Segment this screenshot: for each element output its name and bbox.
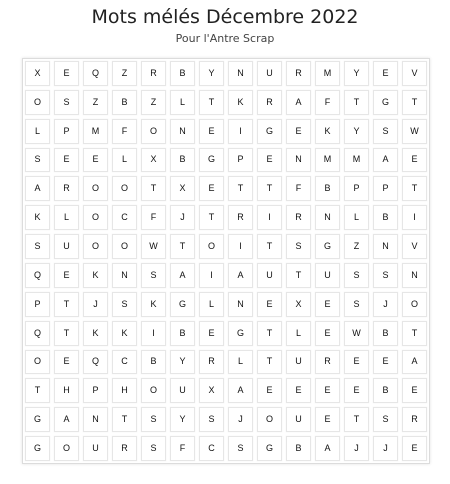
letter-cell[interactable]: R bbox=[257, 90, 282, 115]
letter-cell[interactable]: A bbox=[373, 148, 398, 173]
letter-cell[interactable]: S bbox=[25, 148, 50, 173]
letter-cell[interactable]: C bbox=[199, 436, 224, 461]
letter-cell[interactable]: O bbox=[83, 176, 108, 201]
letter-cell[interactable]: U bbox=[170, 378, 195, 403]
letter-cell[interactable]: U bbox=[257, 263, 282, 288]
letter-cell[interactable]: Q bbox=[25, 321, 50, 346]
letter-cell[interactable]: K bbox=[83, 321, 108, 346]
letter-cell[interactable]: M bbox=[83, 119, 108, 144]
letter-cell[interactable]: P bbox=[54, 119, 79, 144]
letter-cell[interactable]: R bbox=[112, 436, 137, 461]
letter-cell[interactable]: B bbox=[315, 176, 340, 201]
letter-cell[interactable]: T bbox=[54, 321, 79, 346]
letter-cell[interactable]: T bbox=[402, 176, 427, 201]
letter-cell[interactable]: I bbox=[402, 205, 427, 230]
letter-cell[interactable]: Q bbox=[25, 263, 50, 288]
letter-cell[interactable]: W bbox=[141, 234, 166, 259]
letter-cell[interactable]: T bbox=[170, 234, 195, 259]
letter-cell[interactable]: K bbox=[315, 119, 340, 144]
letter-cell[interactable]: T bbox=[112, 407, 137, 432]
letter-cell[interactable]: U bbox=[286, 350, 311, 375]
letter-cell[interactable]: A bbox=[54, 407, 79, 432]
letter-cell[interactable]: S bbox=[344, 292, 369, 317]
letter-cell[interactable]: G bbox=[170, 292, 195, 317]
letter-cell[interactable]: L bbox=[199, 292, 224, 317]
letter-cell[interactable]: I bbox=[228, 234, 253, 259]
letter-cell[interactable]: S bbox=[112, 292, 137, 317]
letter-cell[interactable]: Y bbox=[344, 61, 369, 86]
letter-cell[interactable]: T bbox=[54, 292, 79, 317]
letter-cell[interactable]: O bbox=[83, 234, 108, 259]
letter-cell[interactable]: O bbox=[25, 350, 50, 375]
letter-cell[interactable]: F bbox=[141, 205, 166, 230]
letter-cell[interactable]: W bbox=[402, 119, 427, 144]
letter-cell[interactable]: T bbox=[257, 234, 282, 259]
letter-cell[interactable]: O bbox=[141, 119, 166, 144]
letter-cell[interactable]: C bbox=[112, 350, 137, 375]
letter-cell[interactable]: O bbox=[402, 292, 427, 317]
letter-cell[interactable]: R bbox=[286, 61, 311, 86]
letter-cell[interactable]: G bbox=[228, 321, 253, 346]
letter-cell[interactable]: E bbox=[402, 378, 427, 403]
letter-cell[interactable]: N bbox=[315, 205, 340, 230]
letter-cell[interactable]: Q bbox=[83, 61, 108, 86]
letter-cell[interactable]: U bbox=[315, 263, 340, 288]
letter-cell[interactable]: T bbox=[402, 321, 427, 346]
letter-cell[interactable]: E bbox=[373, 61, 398, 86]
letter-cell[interactable]: S bbox=[141, 436, 166, 461]
letter-cell[interactable]: N bbox=[373, 234, 398, 259]
letter-cell[interactable]: N bbox=[112, 263, 137, 288]
letter-cell[interactable]: P bbox=[83, 378, 108, 403]
letter-cell[interactable]: I bbox=[257, 205, 282, 230]
letter-cell[interactable]: U bbox=[54, 234, 79, 259]
letter-cell[interactable]: E bbox=[402, 436, 427, 461]
letter-cell[interactable]: L bbox=[54, 205, 79, 230]
letter-cell[interactable]: S bbox=[199, 407, 224, 432]
letter-cell[interactable]: O bbox=[257, 407, 282, 432]
letter-cell[interactable]: X bbox=[199, 378, 224, 403]
letter-cell[interactable]: Q bbox=[83, 350, 108, 375]
letter-cell[interactable]: E bbox=[257, 378, 282, 403]
letter-cell[interactable]: B bbox=[112, 90, 137, 115]
letter-cell[interactable]: F bbox=[286, 176, 311, 201]
letter-cell[interactable]: K bbox=[83, 263, 108, 288]
letter-cell[interactable]: I bbox=[141, 321, 166, 346]
letter-cell[interactable]: S bbox=[25, 234, 50, 259]
letter-cell[interactable]: N bbox=[286, 148, 311, 173]
letter-cell[interactable]: I bbox=[199, 263, 224, 288]
letter-cell[interactable]: T bbox=[25, 378, 50, 403]
letter-cell[interactable]: A bbox=[170, 263, 195, 288]
letter-cell[interactable]: R bbox=[199, 350, 224, 375]
letter-cell[interactable]: K bbox=[228, 90, 253, 115]
letter-cell[interactable]: R bbox=[141, 61, 166, 86]
page-subtitle: Pour l'Antre Scrap bbox=[175, 32, 275, 45]
letter-cell[interactable]: Z bbox=[344, 234, 369, 259]
letter-cell[interactable]: N bbox=[83, 407, 108, 432]
letter-cell[interactable]: P bbox=[344, 176, 369, 201]
letter-cell[interactable]: N bbox=[170, 119, 195, 144]
letter-cell[interactable]: S bbox=[373, 407, 398, 432]
letter-cell[interactable]: J bbox=[83, 292, 108, 317]
letter-cell[interactable]: N bbox=[228, 292, 253, 317]
letter-cell[interactable]: E bbox=[54, 61, 79, 86]
letter-cell[interactable]: E bbox=[199, 119, 224, 144]
letter-cell[interactable]: X bbox=[141, 148, 166, 173]
letter-cell[interactable]: F bbox=[170, 436, 195, 461]
letter-cell[interactable]: Z bbox=[83, 90, 108, 115]
letter-cell[interactable]: P bbox=[228, 148, 253, 173]
letter-cell[interactable]: E bbox=[54, 350, 79, 375]
letter-cell[interactable]: P bbox=[373, 176, 398, 201]
letter-cell[interactable]: Y bbox=[170, 407, 195, 432]
letter-cell[interactable]: A bbox=[228, 378, 253, 403]
letter-cell[interactable]: V bbox=[402, 234, 427, 259]
letter-cell[interactable]: O bbox=[112, 234, 137, 259]
letter-cell[interactable]: K bbox=[112, 321, 137, 346]
letter-cell[interactable]: A bbox=[402, 350, 427, 375]
letter-cell[interactable]: G bbox=[257, 436, 282, 461]
letter-cell[interactable]: E bbox=[286, 378, 311, 403]
letter-cell[interactable]: S bbox=[54, 90, 79, 115]
letter-cell[interactable]: O bbox=[25, 90, 50, 115]
letter-cell[interactable]: C bbox=[112, 205, 137, 230]
letter-cell[interactable]: T bbox=[344, 90, 369, 115]
letter-cell[interactable]: L bbox=[170, 90, 195, 115]
letter-cell[interactable]: X bbox=[170, 176, 195, 201]
letter-cell[interactable]: E bbox=[344, 378, 369, 403]
letter-cell[interactable]: K bbox=[141, 292, 166, 317]
letter-cell[interactable]: Y bbox=[344, 119, 369, 144]
letter-cell[interactable]: E bbox=[199, 321, 224, 346]
letter-cell[interactable]: E bbox=[315, 321, 340, 346]
letter-cell[interactable]: B bbox=[170, 321, 195, 346]
letter-cell[interactable]: L bbox=[25, 119, 50, 144]
letter-cell[interactable]: E bbox=[373, 350, 398, 375]
letter-cell[interactable]: G bbox=[373, 90, 398, 115]
letter-cell[interactable]: A bbox=[286, 90, 311, 115]
letter-cell[interactable]: L bbox=[286, 321, 311, 346]
letter-cell[interactable]: L bbox=[112, 148, 137, 173]
letter-cell[interactable]: O bbox=[141, 378, 166, 403]
letter-cell[interactable]: U bbox=[83, 436, 108, 461]
letter-cell[interactable]: E bbox=[83, 148, 108, 173]
letter-cell[interactable]: B bbox=[373, 321, 398, 346]
letter-cell[interactable]: T bbox=[199, 205, 224, 230]
letter-cell[interactable]: E bbox=[54, 263, 79, 288]
letter-cell[interactable]: E bbox=[257, 292, 282, 317]
letter-cell[interactable]: G bbox=[25, 436, 50, 461]
letter-cell[interactable]: E bbox=[54, 148, 79, 173]
letter-cell[interactable]: L bbox=[344, 205, 369, 230]
letter-cell[interactable]: T bbox=[286, 263, 311, 288]
letter-cell[interactable]: M bbox=[315, 61, 340, 86]
letter-cell[interactable]: O bbox=[112, 176, 137, 201]
letter-cell[interactable]: H bbox=[54, 378, 79, 403]
letter-cell[interactable]: G bbox=[25, 407, 50, 432]
letter-cell[interactable]: F bbox=[315, 90, 340, 115]
letter-cell[interactable]: J bbox=[228, 407, 253, 432]
word-search-board bbox=[22, 58, 430, 464]
letter-cell[interactable]: G bbox=[315, 234, 340, 259]
letter-cell[interactable]: R bbox=[54, 176, 79, 201]
letter-cell[interactable]: P bbox=[25, 292, 50, 317]
letter-cell[interactable]: T bbox=[228, 176, 253, 201]
letter-cell[interactable]: H bbox=[112, 378, 137, 403]
letter-cell[interactable]: K bbox=[25, 205, 50, 230]
letter-cell[interactable]: B bbox=[141, 350, 166, 375]
letter-cell[interactable]: U bbox=[257, 61, 282, 86]
letter-cell[interactable]: J bbox=[373, 436, 398, 461]
letter-cell[interactable]: G bbox=[199, 148, 224, 173]
letter-cell[interactable]: X bbox=[25, 61, 50, 86]
letter-cell[interactable]: B bbox=[170, 148, 195, 173]
letter-cell[interactable]: B bbox=[373, 205, 398, 230]
letter-cell[interactable]: J bbox=[373, 292, 398, 317]
letter-cell[interactable]: U bbox=[286, 407, 311, 432]
letter-cell[interactable]: R bbox=[286, 205, 311, 230]
letter-cell[interactable]: E bbox=[402, 148, 427, 173]
letter-cell[interactable]: E bbox=[199, 176, 224, 201]
letter-cell[interactable]: A bbox=[315, 436, 340, 461]
letter-cell[interactable]: S bbox=[373, 263, 398, 288]
letter-cell[interactable]: I bbox=[228, 119, 253, 144]
letter-cell[interactable]: R bbox=[228, 205, 253, 230]
letter-cell[interactable]: X bbox=[286, 292, 311, 317]
letter-cell[interactable]: R bbox=[315, 350, 340, 375]
page-title: Mots mélés Décembre 2022 bbox=[91, 6, 359, 28]
letter-cell[interactable]: J bbox=[344, 436, 369, 461]
letter-cell[interactable]: S bbox=[141, 407, 166, 432]
letter-cell[interactable]: L bbox=[228, 350, 253, 375]
letter-cell[interactable]: B bbox=[286, 436, 311, 461]
letter-cell[interactable]: E bbox=[315, 407, 340, 432]
letter-cell[interactable]: O bbox=[83, 205, 108, 230]
letter-cell[interactable]: E bbox=[344, 350, 369, 375]
letter-grid bbox=[25, 61, 427, 461]
letter-cell[interactable]: S bbox=[373, 119, 398, 144]
letter-cell[interactable]: O bbox=[199, 234, 224, 259]
letter-cell[interactable]: M bbox=[315, 148, 340, 173]
letter-cell[interactable]: V bbox=[402, 61, 427, 86]
letter-cell[interactable]: N bbox=[402, 263, 427, 288]
letter-cell[interactable]: E bbox=[257, 148, 282, 173]
letter-cell[interactable]: A bbox=[25, 176, 50, 201]
letter-cell[interactable]: B bbox=[170, 61, 195, 86]
letter-cell[interactable]: Y bbox=[199, 61, 224, 86]
letter-cell[interactable]: S bbox=[344, 263, 369, 288]
letter-cell[interactable]: Y bbox=[170, 350, 195, 375]
letter-cell[interactable]: T bbox=[344, 407, 369, 432]
letter-cell[interactable]: G bbox=[257, 119, 282, 144]
letter-cell[interactable]: W bbox=[344, 321, 369, 346]
letter-cell[interactable]: T bbox=[257, 350, 282, 375]
letter-cell[interactable]: N bbox=[228, 61, 253, 86]
letter-cell[interactable]: T bbox=[402, 90, 427, 115]
letter-cell[interactable]: T bbox=[257, 176, 282, 201]
letter-cell[interactable]: E bbox=[286, 119, 311, 144]
letter-cell[interactable]: T bbox=[199, 90, 224, 115]
letter-cell[interactable]: T bbox=[141, 176, 166, 201]
letter-cell[interactable]: E bbox=[315, 378, 340, 403]
letter-cell[interactable]: S bbox=[228, 436, 253, 461]
letter-cell[interactable]: R bbox=[402, 407, 427, 432]
letter-cell[interactable]: E bbox=[315, 292, 340, 317]
letter-cell[interactable]: S bbox=[141, 263, 166, 288]
letter-cell[interactable]: T bbox=[257, 321, 282, 346]
letter-cell[interactable]: Z bbox=[141, 90, 166, 115]
letter-cell[interactable]: F bbox=[112, 119, 137, 144]
letter-cell[interactable]: O bbox=[54, 436, 79, 461]
letter-cell[interactable]: M bbox=[344, 148, 369, 173]
letter-cell[interactable]: Z bbox=[112, 61, 137, 86]
letter-cell[interactable]: B bbox=[373, 378, 398, 403]
letter-cell[interactable]: A bbox=[228, 263, 253, 288]
letter-cell[interactable]: S bbox=[286, 234, 311, 259]
letter-cell[interactable]: J bbox=[170, 205, 195, 230]
